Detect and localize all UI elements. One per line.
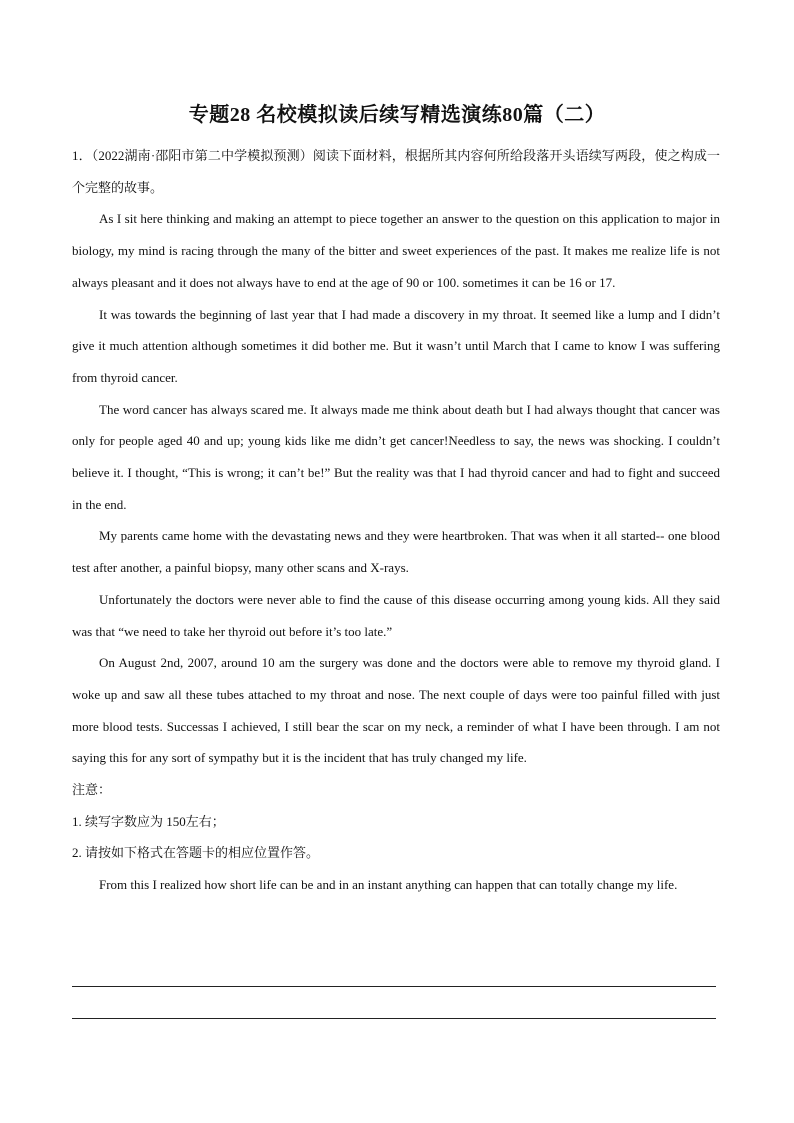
answer-line-2 — [72, 1018, 716, 1019]
passage-paragraph-3: The word cancer has always scared me. It always made me think about death but I had always thought that cancer was only for people aged 40 and up; young kids like me didn’t get cancer!Needless to say, the news was shocking. I couldn’t believe it. I thought, “This is wrong; it can’t be!” But the reality was that I had thyroid cancer and had to fight and succeed in the end. — [72, 401, 720, 512]
passage-paragraph-4: My parents came home with the devastating news and they were heartbroken. That was when it all started-- one blood test after another, a painful biopsy, many other scans and X-rays. — [72, 528, 720, 576]
passage-paragraph-5: Unfortunately the doctors were never able to find the cause of this disease occurring among young kids. All they said was that “we need to take her thyroid out before it’s too late.” — [72, 591, 720, 639]
continuation-prompt: From this I realized how short life can be and in an instant anything can happen that can totally change my life. — [99, 877, 678, 893]
page-title: 专题28 名校模拟读后续写精选演练80篇（二） — [188, 104, 606, 126]
question-intro: 1．（2022湖南·邵阳市第二中学模拟预测）阅读下面材料，根据所其内容何所给段落开头语续写两段，使之构成一个完整的故事。 — [72, 148, 720, 195]
note-item-2: 2. 请按如下格式在答题卡的相应位置作答。 — [72, 845, 320, 861]
passage-paragraph-2: It was towards the beginning of last year that I had made a discovery in my throat. It seemed like a lump and I didn’t give it much attention although sometimes it did bother me. But it wasn’t until March that I came to know I was suffering from thyroid cancer. — [72, 306, 720, 385]
document-body — [72, 140, 720, 901]
passage-paragraph-6: On August 2nd, 2007, around 10 am the surgery was done and the doctors were able to remove my thyroid gland. I woke up and saw all these tubes attached to my throat and nose. The next couple of days were too painful filled with just more blood tests. Successas I achieved, I still bear the scar on my neck, a reminder of what I have been through. I am not saying this for any sort of sympathy but it is the incident that has truly changed my life. — [72, 655, 720, 766]
note-item-1: 1. 续写字数应为 150左右； — [72, 813, 225, 829]
notes-heading: 注意： — [72, 782, 112, 798]
passage-paragraph-1: As I sit here thinking and making an attempt to piece together an answer to the question on this application to major in biology, my mind is racing through the many of the bitter and sweet experiences of the past. It makes me realize life is not always pleasant and it does not always have to end at the age of 90 or 100. sometimes it can be 16 or 17. — [72, 211, 720, 290]
answer-line-1 — [72, 986, 716, 987]
